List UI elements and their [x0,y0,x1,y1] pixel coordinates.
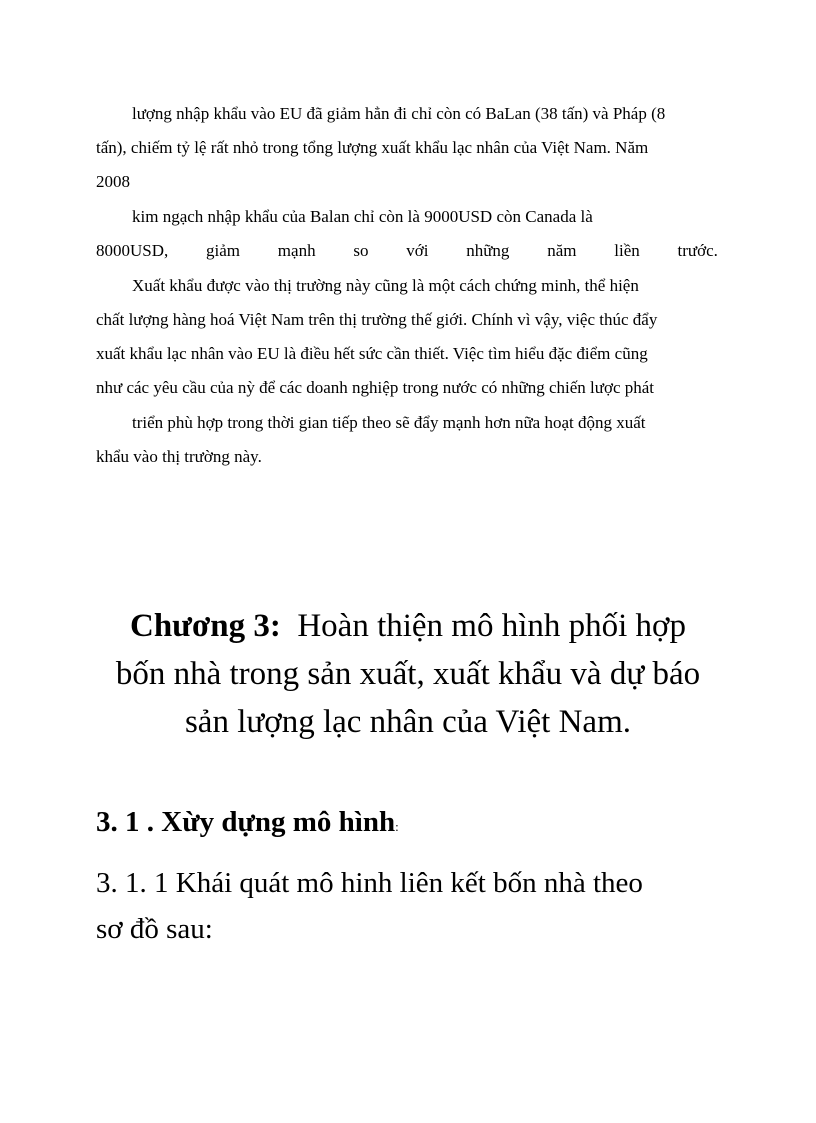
subsection-heading-line-1: 3. 1. 1 Khái quát mô hinh liên kết bốn nhà theo [96,867,643,899]
chapter-title-line-3: sản lượng lạc nhân của Việt Nam. [184,704,632,740]
word: so [353,241,369,260]
word: với [406,241,429,260]
paragraph-3-line-2: chất lượng hàng hoá Việt Nam trên thị trường thế giới. Chính vì vậy, việc thúc đẩy [96,310,658,329]
paragraph-1-line-3: 2008 [96,172,130,191]
section-heading-colon: : [395,819,399,834]
section-heading-text: 3. 1 . Xừy dựng mô hình [96,806,396,838]
paragraph-4-line-1: triển phù hợp trong thời gian tiếp theo sẽ đẩy mạnh hơn nữa hoạt động xuất [132,413,646,432]
paragraph-3-line-4: như các yêu cầu của nỳ để các doanh nghiệp trong nước có những chiến lược phát [96,378,655,397]
word: những [466,241,510,260]
paragraph-3-line-1: Xuất khẩu được vào thị trường này cũng là một cách chứng minh, thể hiện [132,276,639,295]
word: mạnh [277,241,316,260]
word: giảm [206,241,241,260]
paragraph-3-line-3: xuất khẩu lạc nhân vào EU là điều hết sức cần thiết. Việc tìm hiểu đặc điểm cũng [96,344,648,363]
section-heading [96,804,399,845]
paragraph-2-line-2 [96,240,718,262]
chapter-title-line-2: bốn nhà trong sản xuất, xuất khẩu và dự báo [115,656,701,692]
paragraph-1-line-1: lượng nhập khẩu vào EU đã giảm hẳn đi chỉ còn có BaLan (38 tấn) và Pháp (8 [132,104,666,123]
chapter-label: Chương 3: [129,608,281,644]
word: trước. [677,241,718,260]
chapter-title-line-1 [60,606,756,646]
paragraph-2-line-1: kim ngạch nhập khẩu của Balan chỉ còn là 9000USD còn Canada là [132,207,593,226]
word: năm [547,241,577,260]
word: 8000USD, [96,241,169,260]
paragraph-1-line-2: tấn), chiếm tỷ lệ rất nhỏ trong tổng lượng xuất khẩu lạc nhân của Việt Nam. Năm [96,138,649,157]
chapter-title-text: Hoàn thiện mô hình phối hợp [297,608,687,644]
word: liền [614,241,640,260]
subsection-heading-line-2: sơ đồ sau: [96,913,213,945]
paragraph-4-line-2: khẩu vào thị trường này. [96,447,262,466]
